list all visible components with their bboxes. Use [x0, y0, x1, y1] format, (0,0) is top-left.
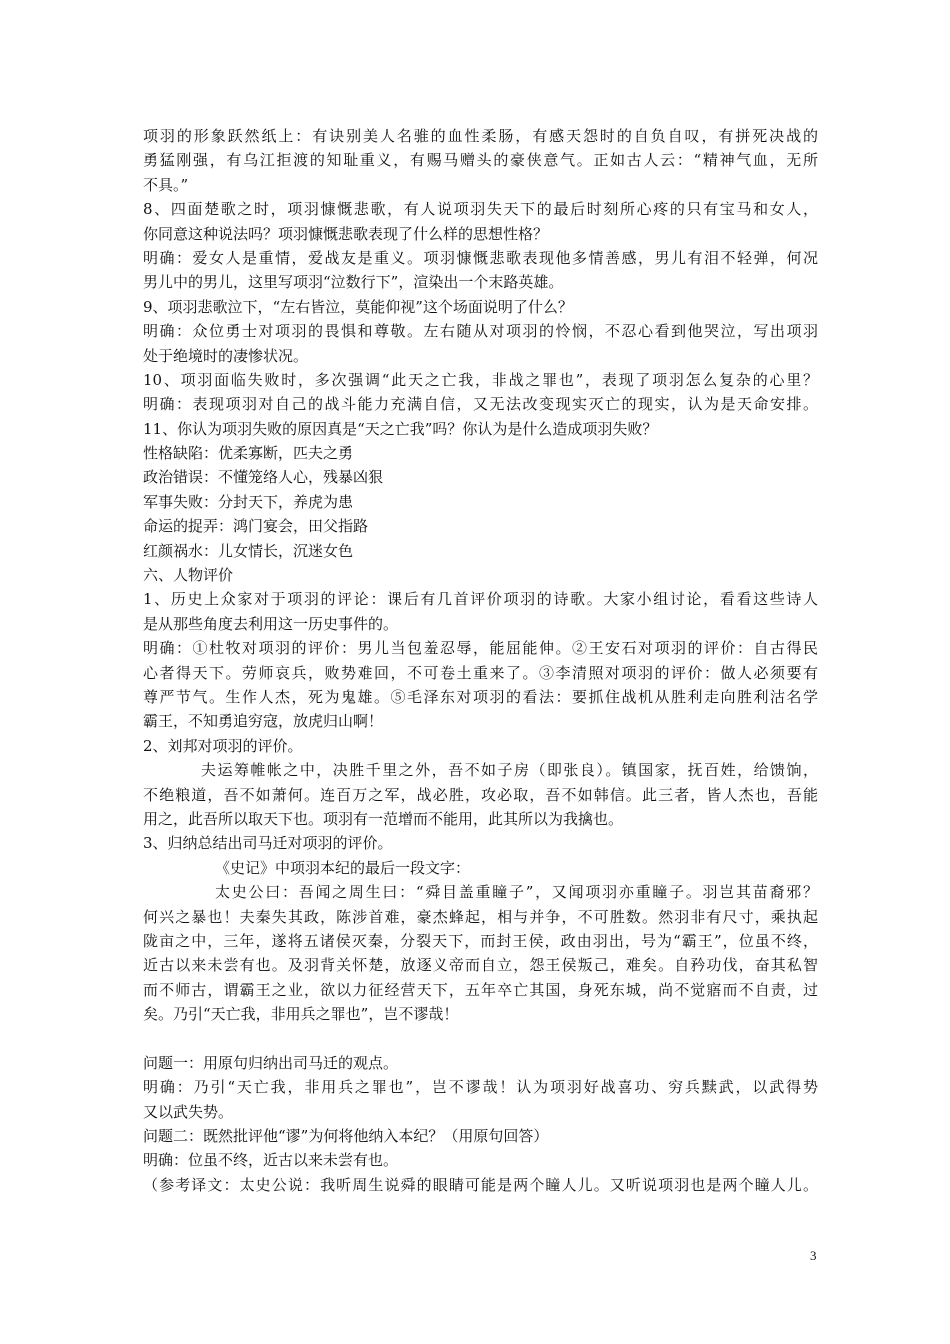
question-line: 问题二：既然批评他“谬”为何将他纳入本纪？（用原句回答）: [143, 1127, 549, 1146]
text-line: 又以武失势。: [143, 1102, 234, 1121]
list-item: 命运的捉弄：鸿门宴会，田父指路: [143, 517, 369, 536]
text-line: 是从那些角度去利用这一历史事件的。: [143, 614, 399, 633]
quote-line: 夫运筹帷帐之中，决胜千里之外，吾不如子房（即张良）。镇国家，抚百姓，给馈饷，: [201, 761, 818, 780]
text-line: 1、历史上众家对于项羽的评论：课后有几首评价项羽的诗歌。大家小组讨论，看看这些诗人: [143, 590, 818, 609]
text-line: 你同意这种说法吗？项羽慷慨悲歌表现了什么样的思想性格？: [143, 224, 549, 243]
quote-line: 用之，此吾所以取天下也。项羽有一范增而不能用，此其所以为我擒也。: [143, 809, 624, 828]
answer-line: 明确：表现项羽对自己的战斗能力充满自信，又无法改变现实灭亡的现实，认为是天命安排。: [143, 395, 818, 414]
answer-line: 明确：①杜牧对项羽的评价：男儿当包羞忍辱，能屈能伸。②王安石对项羽的评价：自古得民: [143, 639, 818, 658]
quote-line: 何兴之暴也！夫秦失其政，陈涉首难，豪杰蜂起，相与并争，不可胜数。然羽非有尺寸，乘执起: [143, 907, 818, 926]
quote-line: 陇亩之中，三年，遂将五诸侯灭秦，分裂天下，而封王侯，政由羽出，号为“霸王”，位虽不终，: [143, 931, 818, 950]
text-line: 项羽的形象跃然纸上：有诀别美人名骓的血性柔肠，有感天怨时的自负自叹，有拼死决战的: [143, 127, 818, 145]
answer-line: 明确：乃引“天亡我，非用兵之罪也”，岂不谬哉！认为项羽好战喜功、穷兵黩武，以武得势: [143, 1078, 818, 1097]
text-line: 男儿中的男儿，这里写项羽“泣数行下”，渲染出一个末路英雄。: [143, 273, 564, 292]
question-8: 8、四面楚歌之时，项羽慷慨悲歌，有人说项羽失天下的最后时刻所心疼的只有宝马和女人，: [143, 200, 818, 219]
text-line: 心者得天下。劳师哀兵，败势难回，不可卷土重来了。③李清照对项羽的评价：做人必须要有: [143, 663, 818, 682]
question-line: 问题一：用原句归纳出司马迁的观点。: [143, 1053, 399, 1072]
text-line: 勇猛刚强，有乌江拒渡的知耻重义，有赐马赠头的豪侠意气。正如古人云：“精神气血，无所: [143, 151, 818, 170]
section-heading: 六、人物评价: [143, 566, 234, 585]
quote-line: 不绝粮道，吾不如萧何。连百万之军，战必胜，攻必取，吾不如韩信。此三者，皆人杰也，吾能: [143, 785, 818, 804]
answer-line: 明确：众位勇士对项羽的畏惧和尊敬。左右随从对项羽的怜悯，不忍心看到他哭泣，写出项羽: [143, 322, 818, 341]
question-10: 10、项羽面临失败时，多次强调“此天之亡我，非战之罪也”，表现了项羽怎么复杂的心里？: [143, 370, 818, 389]
text-line: 3、归纳总结出司马迁对项羽的评价。: [143, 834, 393, 853]
quote-line: 而不师古，谓霸王之业，欲以力征经营天下，五年卒亡其国，身死东城，尚不觉寤而不自责，过: [143, 980, 818, 999]
list-item: 政治错误：不懂笼络人心，残暴凶狠: [143, 468, 384, 487]
answer-line: 明确：位虽不终，近古以来未尝有也。: [143, 1151, 399, 1170]
question-9: 9、项羽悲歌泣下，“左右皆泣，莫能仰视”这个场面说明了什么？: [143, 297, 573, 316]
blank-line: [143, 1026, 818, 1050]
document-body: [143, 124, 818, 1197]
quote-line: 矣。乃引“天亡我，非用兵之罪也”，岂不谬哉！: [143, 1005, 459, 1024]
quote-line: 近古以来未尝有也。及羽背关怀楚，放逐义帝而自立，怨王侯叛己，难矣。自矜功伐，奋其私智: [143, 956, 818, 975]
list-item: 性格缺陷：优柔寡断，匹夫之勇: [143, 444, 354, 463]
text-line: （参考译文：太史公说：我听周生说舜的眼睛可能是两个瞳人儿。又听说项羽也是两个瞳人儿。: [143, 1175, 818, 1194]
page-number: 3: [810, 1248, 817, 1263]
question-11: 11、你认为项羽失败的原因真是“天之亡我”吗？你认为是什么造成项羽失败？: [143, 419, 658, 438]
list-item: 军事失败：分封天下，养虎为患: [143, 492, 354, 511]
list-item: 红颜祸水：儿女情长，沉迷女色: [143, 541, 354, 560]
text-line: 霸王，不知勇追穷寇，放虎归山啊！: [143, 712, 384, 731]
text-line: 《史记》中项羽本纪的最后一段文字：: [215, 858, 471, 877]
text-line: 2、刘邦对项羽的评价。: [143, 736, 303, 755]
text-line: 不具。”: [143, 175, 189, 194]
quote-line: 太史公曰：吾闻之周生曰：“舜目盖重瞳子”，又闻项羽亦重瞳子。羽岂其苗裔邪？: [215, 883, 818, 902]
answer-line: 明确：爱女人是重情，爱战友是重义。项羽慷慨悲歌表现他多情善感，男儿有泪不轻弹，何况: [143, 248, 818, 267]
text-line: 处于绝境时的凄惨状况。: [143, 346, 309, 365]
text-line: 尊严节气。生作人杰，死为鬼雄。⑤毛泽东对项羽的看法：要抓住战机从胜利走向胜利沽名学: [143, 687, 818, 706]
